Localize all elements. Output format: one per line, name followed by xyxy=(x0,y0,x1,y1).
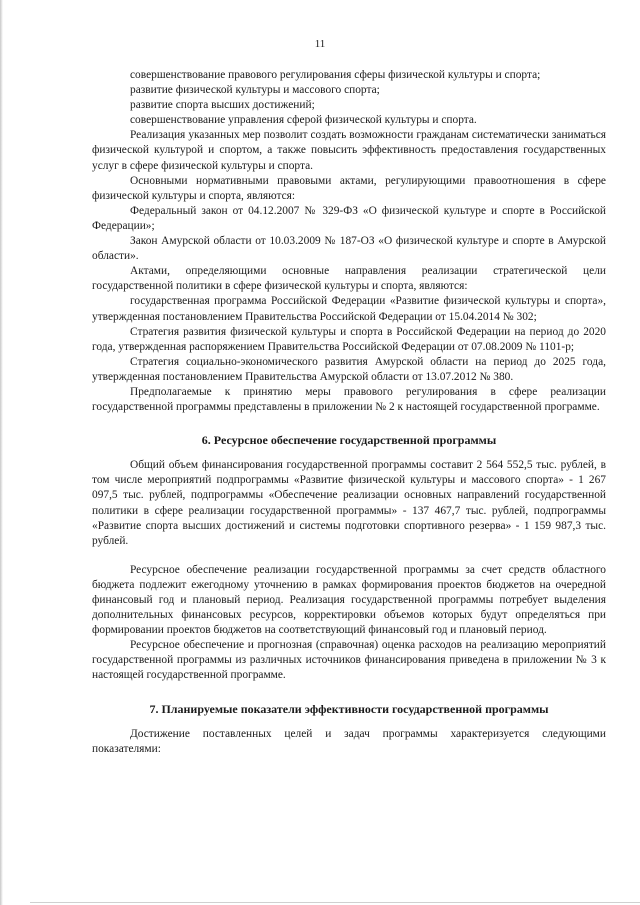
list-item: совершенствование управления сферой физической культуры и спорта. xyxy=(130,114,477,127)
paragraph: Достижение поставленных целей и задач программы характеризуется следующими показателями: xyxy=(92,727,606,755)
paragraph: Актами, определяющими основные направления реализации стратегической цели государственной политики в сфере физической культуры и спорта, являются: xyxy=(92,265,606,293)
paragraph: Общий объем финансирования государственной программы составит 2 564 552,5 тыс. рублей, в том числе мероприятий подпрограммы «Развитие физической культуры и массового спорта» - 1 267 097,5 тыс. рублей, подпрограммы «Обеспечение реализации основных направлений государственной политики в сфере реализации государственной программы» - 137 467,7 тыс. рублей, подпрограммы «Развитие спорта высших достижений и системы подготовки спортивного резерва» - 1 159 987,3 тыс. рублей. xyxy=(92,459,606,547)
scan-edge-shadow xyxy=(0,0,3,905)
paragraph: Стратегия развития физической культуры и спорта в Российской Федерации на период до 2020 года, утвержденная распоряжением Правительства Российской Федерации от 07.08.2009 № 1101-р; xyxy=(92,325,606,353)
paragraph: Ресурсное обеспечение реализации государственной программы за счет средств областного бюджета подлежит ежегодному уточнению в рамках формирования проектов бюджетов на очередной финансовый год и плановый период. Реализация государственной программы потребует выделения дополнительных финансовых ресурсов, корректировки объемов которых будут определяться при формировании проектов бюджетов на соответствующий финансовый год и плановый период. xyxy=(92,563,606,637)
paragraph: Стратегия социально-экономического развития Амурской области на период до 2025 года, утвержденная постановлением Правительства Амурской области от 13.07.2012 № 380. xyxy=(92,355,606,383)
paragraph: Реализация указанных мер позволит создать возможности гражданам систематически заниматься физической культурой и спортом, а также повысить эффективность предоставления государственных услуг в сфере физической культуры и спорта. xyxy=(92,129,606,172)
scan-bottom-edge xyxy=(30,902,640,903)
paragraph: государственная программа Российской Федерации «Развитие физической культуры и спорта», утвержденная постановлением Правительства Российской Федерации от 15.04.2014 № 302; xyxy=(92,295,606,323)
section-heading: 7. Планируемые показатели эффективности государственной программы xyxy=(149,701,549,716)
list-item: развитие физической культуры и массового спорта; xyxy=(130,84,380,97)
list-item: совершенствование правового регулирования сферы физической культуры и спорта; xyxy=(130,69,541,81)
section-heading: 6. Ресурсное обеспечение государственной программы xyxy=(201,433,497,448)
document-body xyxy=(92,68,606,757)
paragraph: Закон Амурской области от 10.03.2009 № 187-ОЗ «О физической культуре и спорте в Амурской области». xyxy=(92,235,606,263)
paragraph: Основными нормативными правовыми актами, регулирующими правоотношения в сфере физической культуры и спорта, являются: xyxy=(92,174,606,202)
paragraph: Федеральный закон от 04.12.2007 № 329-ФЗ «О физической культуре и спорте в Российской Федерации»; xyxy=(92,204,606,232)
list-item: развитие спорта высших достижений; xyxy=(130,99,315,112)
page-number: 11 xyxy=(314,38,326,50)
paragraph: Ресурсное обеспечение и прогнозная (справочная) оценка расходов на реализацию мероприятий государственной программы из различных источников финансирования приведена в приложении № 3 к настоящей государственной программе. xyxy=(92,639,606,682)
paragraph: Предполагаемые к принятию меры правового регулирования в сфере реализации государственной программы представлены в приложении № 2 к настоящей государственной программе. xyxy=(92,385,606,414)
